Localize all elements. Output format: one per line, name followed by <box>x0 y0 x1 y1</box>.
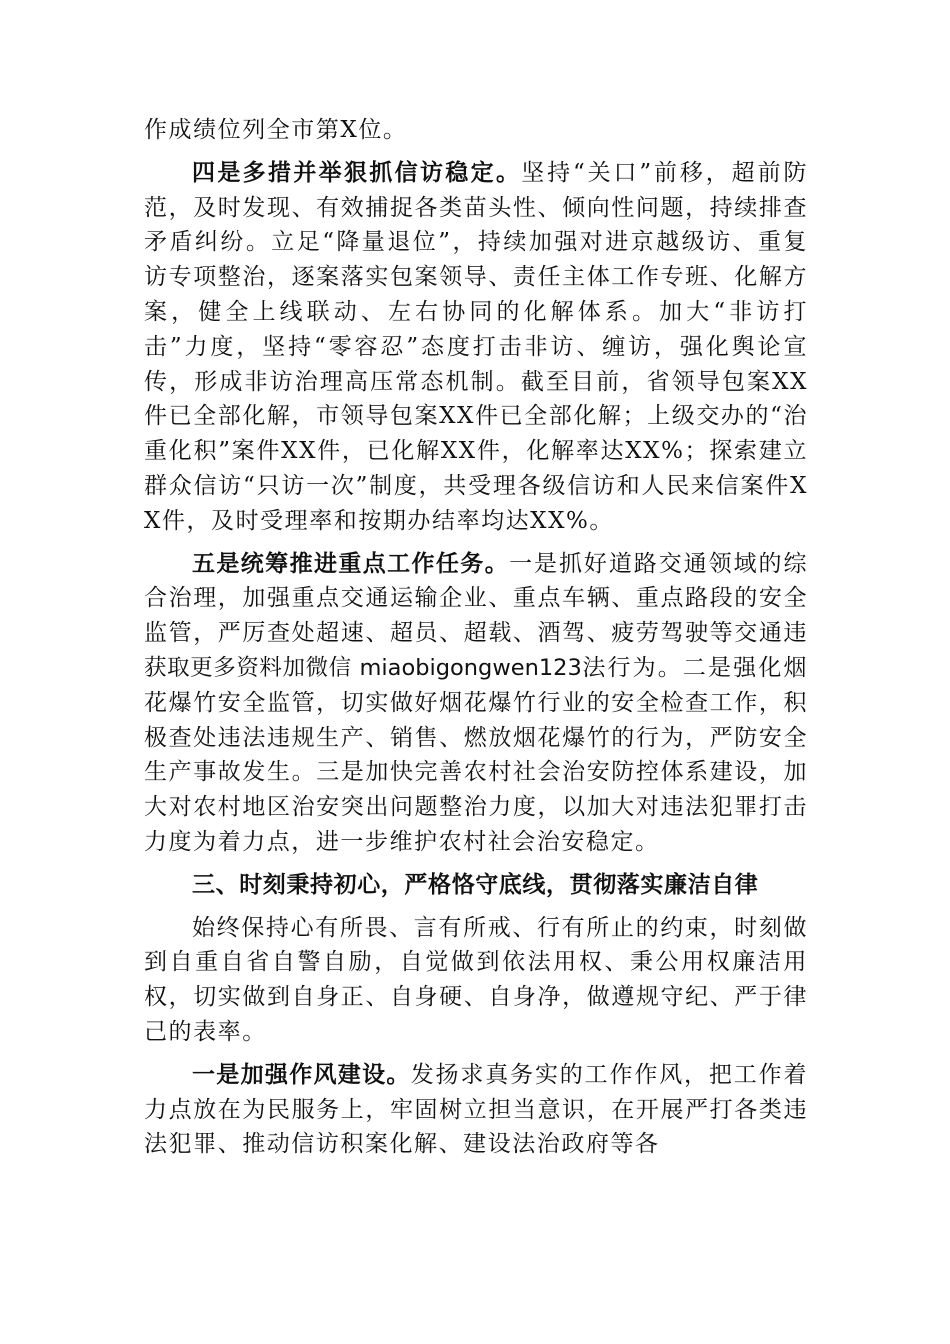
paragraph-work-style <box>144 1058 808 1162</box>
paragraph-text: 一是抓好道路交通领域的综合治理，加强重点交通运输企业、重点车辆、重点路段的安全监管，严厉查处超速、超员、超载、酒驾、疲劳驾驶等交通违 <box>144 550 808 647</box>
paragraph-continuation: 作成绩位列全市第X位。 <box>144 117 408 143</box>
section-heading: 三、时刻秉持初心，严格恪守底线，贯彻落实廉洁自律 <box>192 871 759 898</box>
paragraph-key-tasks <box>144 547 808 860</box>
paragraph-lead: 四是多措并举狠抓信访稳定。 <box>192 159 522 186</box>
paragraph-lead: 五是统筹推进重点工作任务。 <box>192 550 510 577</box>
paragraph-text: 发扬求真务实的工作作风，把工作着力点放在为民服务上，牢固树立担当意识，在开展严打各类违法犯罪、推动信访积案化解、建设法治政府等各 <box>144 1061 808 1158</box>
paragraph-text: 法行为。二是强化烟花爆竹安全监管，切实做好烟花爆竹行业的安全检查工作，积极查处违法违规生产、销售、燃放烟花爆竹的行为，严防安全生产事故发生。三是加快完善农村社会治安防控体系建设，加大对农村地区治安突出问题整治力度，以加大对违法犯罪打击力度为着力点，进一步维护农村社会治安稳定。 <box>144 654 809 855</box>
paragraph-petition-stability <box>144 156 808 539</box>
paragraph-text: 坚持“关口”前移，超前防范，及时发现、有效捕捉各类苗头性、倾向性问题，持续排查矛盾纠纷。立足“降量退位”，持续加强对进京越级访、重复访专项整治，逐案落实包案领导、责任主体工作专班、化解方案，健全上线联动、左右协同的化解体系。加大“非访打击”力度，坚持“零容忍”态度打击非访、缠访，强化舆论宣传，形成非访治理高压常态机制。截至目前，省领导包案XX件已全部化解，市领导包案XX件已全部化解；上级交办的“治重化积”案件XX件，已化解XX件，化解率达XX%；探索建立群众信访“只访一次”制度，共受理各级信访和人民来信案件XX件，及时受理率和按期办结率均达XX%。 <box>144 159 808 534</box>
document-body <box>144 113 808 1162</box>
paragraph-integrity: 始终保持心有所畏、言有所戒、行有所止的约束，时刻做到自重自省自警自励，自觉做到依法用权、秉公用权廉洁用权，切实做到自身正、自身硬、自身净，做遵规守纪、严于律己的表率。 <box>144 914 808 1045</box>
watermark-text: 获取更多资料加微信 miaobigongwen123 <box>144 654 582 681</box>
paragraph-lead: 一是加强作风建设。 <box>192 1061 411 1088</box>
